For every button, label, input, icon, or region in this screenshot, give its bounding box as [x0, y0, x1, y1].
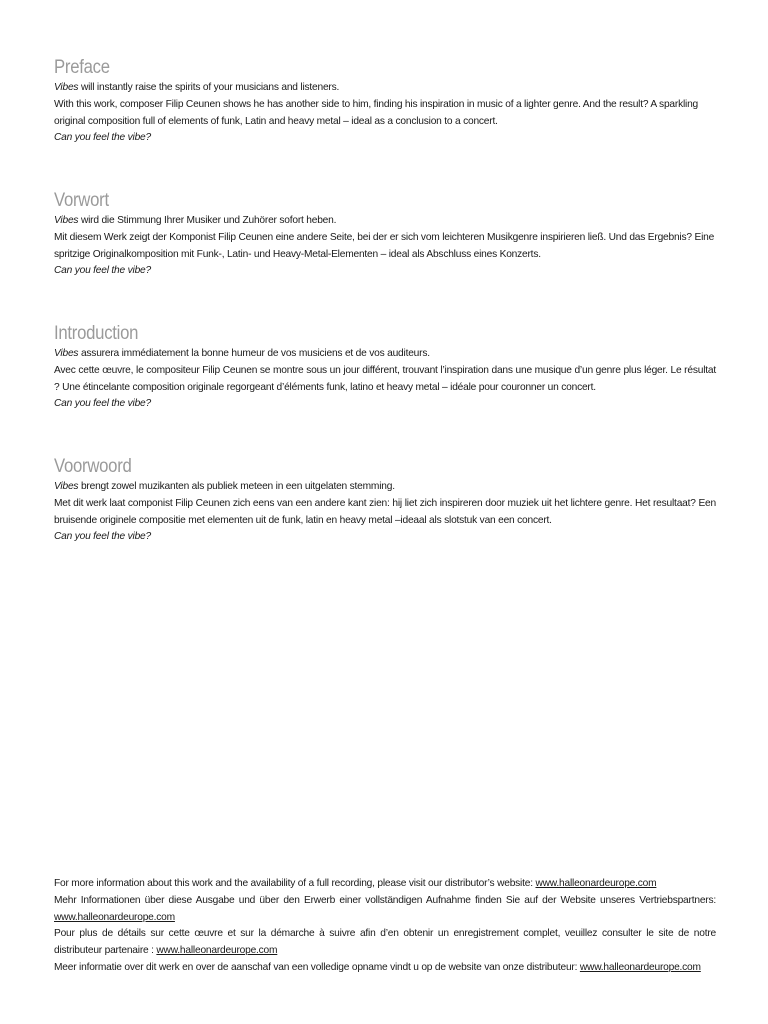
section-heading: Preface — [54, 57, 110, 78]
lead-text: brengt zowel muzikanten als publiek meteen in een uitgelaten stemming. — [78, 481, 395, 492]
closing-line: Can you feel the vibe? — [54, 265, 151, 277]
distributor-link[interactable]: www.halleonardeurope.com — [535, 878, 657, 889]
section-vorwort — [54, 190, 716, 280]
footer-dutch — [54, 960, 716, 977]
closing-line: Can you feel the vibe? — [54, 132, 151, 144]
closing-line: Can you feel the vibe? — [54, 531, 151, 543]
work-title: Vibes — [54, 215, 79, 226]
footer-french-text: Pour plus de détails sur cette œuvre et sur la démarche à suivre afin d’en obtenir un enregistrement complet, veuillez consulter le site de notre distributeur partenaire : — [54, 928, 716, 957]
section-heading: Vorwort — [54, 190, 109, 211]
lead-text: wird die Stimmung Ihrer Musiker und Zuhörer sofort heben. — [78, 215, 337, 226]
section-preface — [54, 57, 716, 147]
work-title: Vibes — [54, 348, 79, 359]
footer-german — [54, 893, 716, 927]
lead-text: will instantly raise the spirits of your musicians and listeners. — [78, 82, 340, 93]
section-heading: Voorwoord — [54, 456, 132, 477]
body-paragraph: Met dit werk laat componist Filip Ceunen zich eens van een andere kant zien: hij liet zich inspireren door muziek uit het lichtere genre. Het resultaat? Een bruisende originele compositie met elementen uit de funk, latin en heavy metal –ideaal als slotstuk van een concert. — [54, 497, 716, 526]
work-title: Vibes — [54, 481, 79, 492]
section-body — [54, 213, 716, 280]
footer-french — [54, 926, 716, 960]
footer-dutch-text: Meer informatie over dit werk en over de aanschaf van een volledige opname vindt u op de website van onze distributeur: — [54, 961, 580, 973]
work-title: Vibes — [54, 82, 79, 93]
distributor-link[interactable]: www.halleonardeurope.com — [579, 961, 701, 973]
lead-line — [54, 479, 716, 496]
footer-english-text: For more information about this work and the availability of a full recording, please visit our distributor’s website: — [54, 878, 536, 889]
footer-english — [54, 876, 716, 893]
lead-line — [54, 213, 716, 230]
section-heading: Introduction — [54, 323, 139, 344]
lead-text: assurera immédiatement la bonne humeur de vos musiciens et de vos auditeurs. — [78, 348, 430, 359]
footer-german-text: Mehr Informationen über diese Ausgabe und über den Erwerb einer vollständigen Aufnahme finden Sie auf der Website unseres Vertriebspartners: — [54, 894, 716, 906]
section-voorwoord — [54, 456, 716, 546]
section-body — [54, 80, 716, 147]
lead-line — [54, 80, 716, 97]
section-body — [54, 479, 716, 546]
section-body — [54, 346, 716, 413]
body-paragraph: With this work, composer Filip Ceunen shows he has another side to him, finding his inspiration in music of a lighter genre. And the result? A sparkling original composition full of elements of funk, Latin and heavy metal – ideal as a conclusion to a concert. — [54, 98, 699, 127]
distributor-link[interactable]: www.halleonardeurope.com — [156, 945, 278, 957]
distributor-link[interactable]: www.halleonardeurope.com — [54, 911, 175, 923]
distributor-footer — [54, 876, 716, 977]
section-introduction — [54, 323, 716, 413]
body-paragraph: Avec cette œuvre, le compositeur Filip Ceunen se montre sous un jour différent, trouvant l’inspiration dans une musique d’un genre plus léger. Le résultat ? Une étincelante composition originale regorgeant d’éléments funk, latino et heavy metal – idéale pour couronner un concert. — [54, 364, 716, 393]
body-paragraph: Mit diesem Werk zeigt der Komponist Filip Ceunen eine andere Seite, bei der er sich vom leichteren Musikgenre inspirieren ließ. Und das Ergebnis? Eine spritzige Originalkomposition mit Funk-, Latin- und Heavy-Metal-Elementen – ideal als Abschluss eines Konzerts. — [54, 231, 715, 260]
lead-line — [54, 346, 716, 363]
closing-line: Can you feel the vibe? — [54, 398, 151, 410]
